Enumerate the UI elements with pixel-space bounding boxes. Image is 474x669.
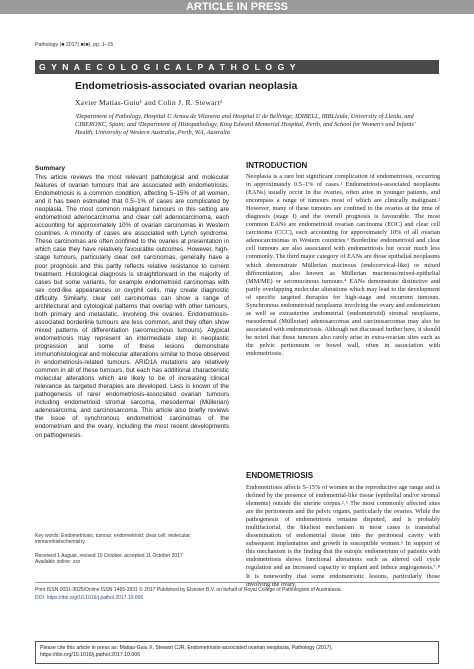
- summary-text: This article reviews the most relevant pathological and molecular features of ovarian tumours that are associated with endometriosis. Endometriosis is a common condition, affecting 5–15% of all women, and it has been estimated that 0.5–1% of cases are complicated by neoplasia. The most common malignant tumours in this setting are endometrioid adenocarcinoma and clear cell adenocarcinoma, each accounting for approximately 10% of ovarian carcinomas in Western countries. A minority of cases are associated with Lynch syndrome. These carcinomas are often confined to the ovaries at presentation in which case they have relatively favourable outcomes. However, high-stage tumours, particularly clear cell carcinomas, generally have a poor prognosis and this partly reflects relative resistance to current treatment. Histological diagnosis is straightforward in the majority of cases but some variants, for example endometrioid carcinomas with sex cord-like appearances or oxyphil cells, may create diagnostic difficulty. Similarly, clear cell carcinomas can show a range of architectural and cytological patterns that overlap with other tumours, both primary and metastatic, involving the ovaries. Endometriosis-associated borderline tumours are less common, and they often show mixed patterns of differentiation (seromucinous tumours). Atypical endometriosis may represent an intermediate step in neoplastic progression and some of these lesions demonstrate immunohistological and molecular alterations similar to those observed in endometriosis-related tumours. ARID1A mutations are relatively common in all of these tumours, but each has additional characteristic molecular alterations which are likely to be of increasing clinical relevance as targeted therapies are developed. Less is known of the pathogenesis of rarer endometriosis-associated ovarian tumours including endometrioid stromal sarcoma, mesodermal (Müllerian) adenosarcoma, and carcinosarcoma. This article also briefly reviews the issue of synchronous endometrioid carcinomas of the endometrium and the ovary, including the most recent developments on pathogenesis.: [35, 174, 229, 439]
- endometriosis-heading: ENDOMETRIOSIS: [246, 471, 314, 480]
- introduction-text: Neoplasia is a rare but significant complication of endometriosis, occurring in approximately 0.5–1% of cases.¹ Endometriosis-associated neoplasms (EANs) usually occur in the ovaries, often arise in younger patients, and encompass a range of tumours most of which are clinically malignant.² However, many of these tumours are confined to the ovaries at the time of diagnosis (stage I) and the overall prognosis is favourable. The most common EANs are endometrioid ovarian carcinoma (EOC) and clear cell carcinoma (CCC), each accounting for approximately 10% of all ovarian adenocarcinomas in Western countries.³ Borderline endometrioid and clear cell tumours are also associated with endometriosis but occur much less commonly. The third major category of EANs are those epithelial neoplasms which demonstrate Müllerian mucinous (endocervical-like) or mixed differentiation, also known as Müllerian mucinous/mixed-epithelial (MM/ME) or seromucinous tumours.⁴ EANs demonstrate distinctive and partly overlapping molecular alterations which may lead to the development of specific targeted therapies for high-stage and recurrent tumours. Synchronous endometrioid neoplasms involving the ovary and endometrium as well as extrauterine endometrial (endometrioid) stromal neoplasms, mesodermal (Müllerian) adenosarcomas and carcinosarcomas may also be associated with endometriosis. Although not discussed further here, it should be noted that these tumours also rarely arise in extra-ovarian sites such as the pelvic peritoneum or bowel wall, often in association with endometriosis.: [246, 173, 440, 358]
- footer-issn: Print ISSN 0031-3025/Online ISSN 1465-3931 © 2017 Published by Elsevier B.V. on behalf of Royal College of Pathologists of Australasia.: [35, 587, 343, 593]
- introduction-heading: INTRODUCTION: [246, 161, 308, 170]
- article-title: Endometriosis-associated ovarian neoplasia: [75, 80, 298, 92]
- section-band: G Y N A E C O L O G I C A L P A T H O L O G Y: [35, 60, 439, 74]
- cite-this-article-box: Please cite this article in press as: Matias-Guiu X, Stewart CJR, Endometriosis-associated ovarian neoplasia, Pathology (2017), https://doi.org/10.1016/j.pathol.2017.10.006: [35, 641, 439, 664]
- footer-divider: [35, 582, 439, 583]
- summary-heading: Summary: [35, 165, 66, 172]
- article-in-press-banner: ARTICLE IN PRESS: [0, 0, 474, 14]
- keywords: Key words: Endometriosis; tumour; endometrioid; clear cell; molecular; immunohistochemistry.: [35, 533, 192, 546]
- received-dates: Received 1 August, revised 10 October, accepted 11 October 2017 Available online: xxx: [35, 553, 183, 566]
- authors: Xavier Matias-Guiu¹ and Colin J. R. Stewart²: [75, 98, 223, 107]
- endometriosis-text: Endometriosis affects 5–15% of women in the reproductive age range and is defined by the presence of endometrial-like tissue (epithelial and/or stromal elements) outside the uterine corpus.²˒⁵ The most commonly affected sites are the peritoneum and the pelvic organs, particularly the ovaries. While the pathogenesis of endometriosis remains disputed, and is probably multifactorial, the likeliest mechanism in most cases is transtubal dissemination of endometrial tissue into the peritoneal cavity with subsequent implantation and growth in susceptible women.⁶ In support of this mechanism is the finding that the eutopic endometrium of patients with endometriosis shows functional alterations such as altered cell cycle regulation and an increased capacity to implant and induce angiogenesis.⁷˒⁸ It is noteworthy that some endometriotic lesions, particularly those involving the ovary,: [246, 484, 440, 588]
- affiliations: ¹Department of Pathology, Hospital U Arnau de Vilanova and Hospital U de Bellvitge, IDIBELL, IRBLleida, University of Lleida, and CIBERONC, Spain; and ²Department of Histopathology, King Edward Memorial Hospital, Perth, and School for Women's and Infants' Health, University of Western Australia, Perth, WA, Australia: [75, 113, 416, 137]
- footer-doi-link[interactable]: DOI: https://doi.org/10.1016/j.pathol.2017.10.006: [35, 595, 144, 601]
- journal-citation: Pathology (■ 2017) ■(■), pp. 1–15: [35, 42, 114, 48]
